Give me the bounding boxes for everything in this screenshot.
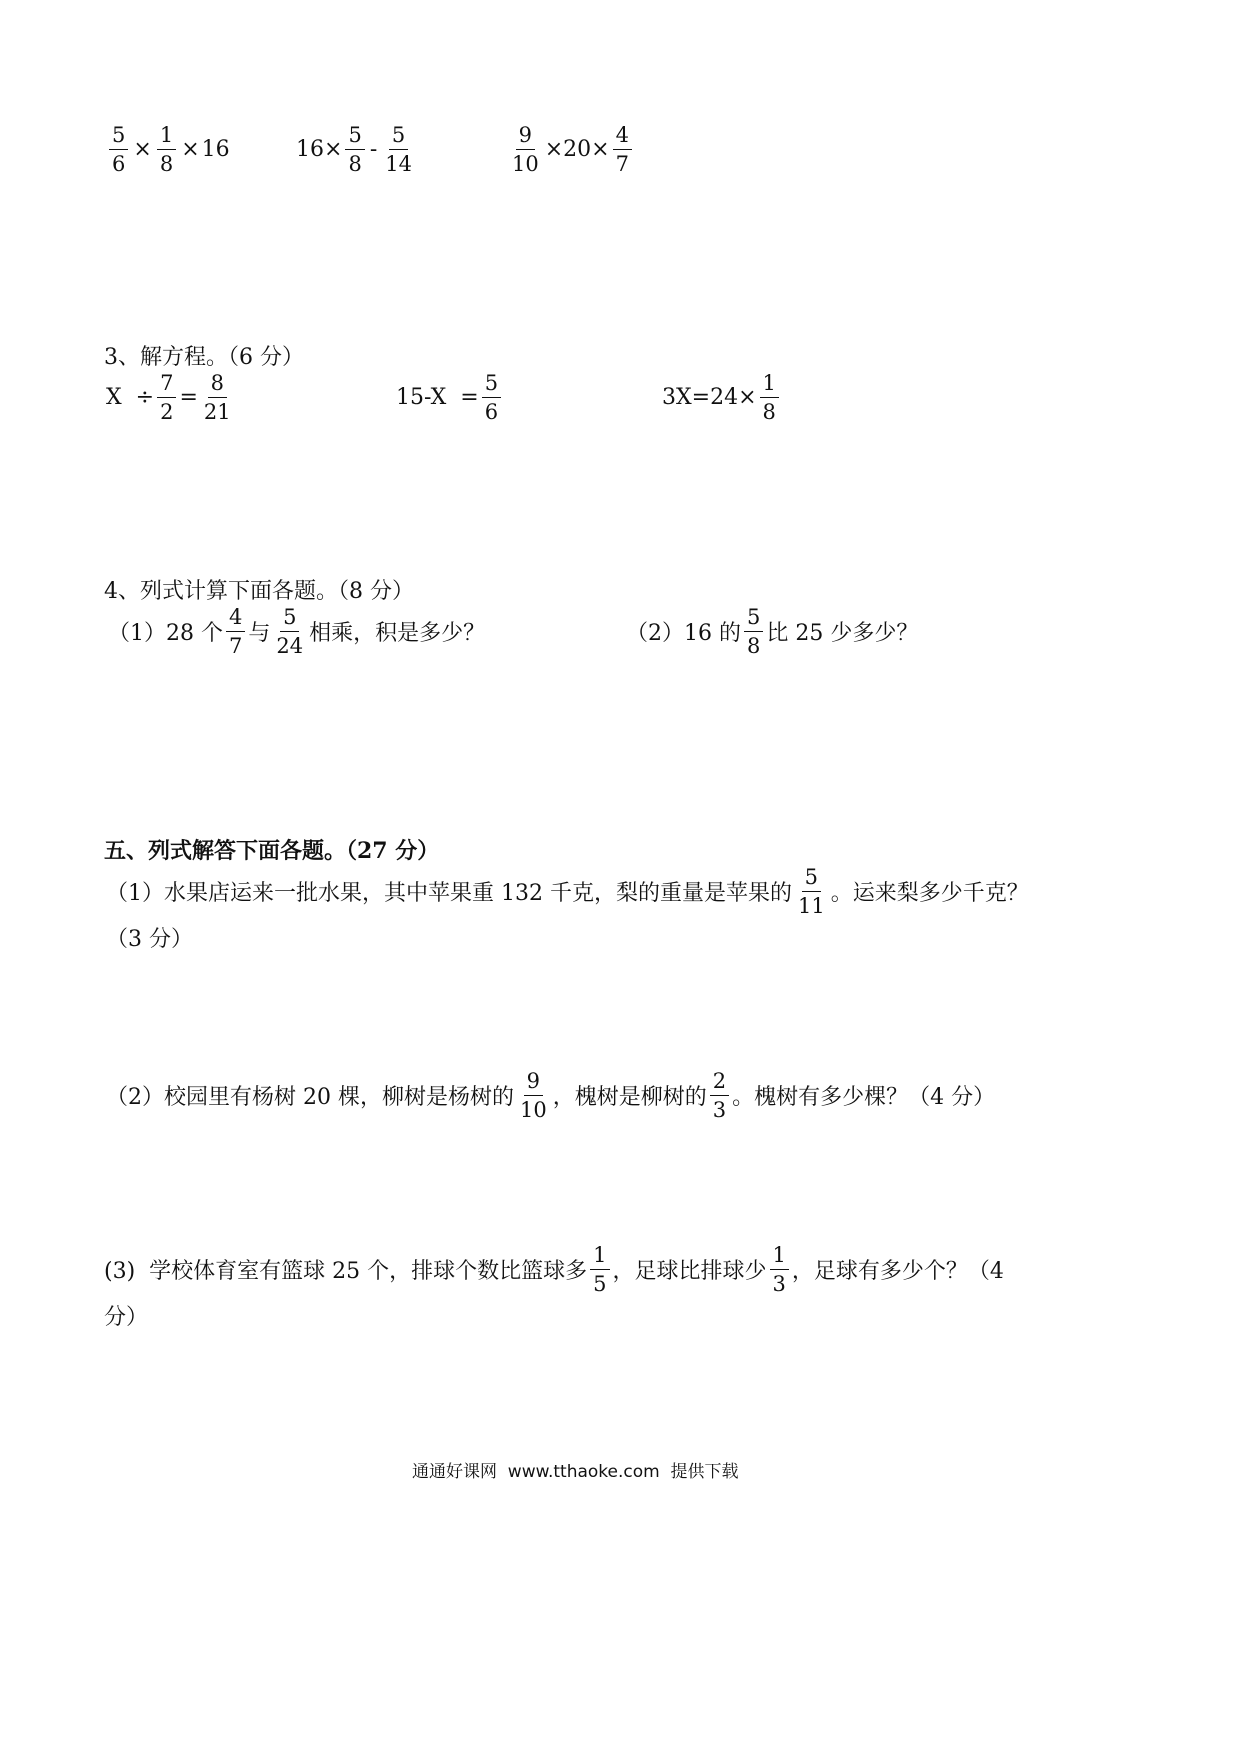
fraction: $\frac{1}{8}$ [157, 124, 176, 175]
section-4-heading: 4、列式计算下面各题。（8 分） [104, 579, 414, 604]
fraction: $\frac{1}{3}$ [770, 1244, 789, 1295]
fraction: $\frac{5}{8}$ [744, 606, 763, 657]
fraction: $\frac{5}{11}$ [797, 865, 825, 919]
section-5-problem-1: （1）水果店运来一批水果，其中苹果重 132 千克，梨的重量是苹果的 $\frac{5}{11}$ 。运来梨多少千克？ [106, 865, 1029, 919]
section-5-problem-2: （2）校园里有杨树 20 棵，柳树是杨树的 $\frac{9}{10}$ ，槐树是柳树的 $\frac{2}{3}$ 。槐树有多少棵？（4 分） [106, 1069, 996, 1123]
equation-2: 15-X = $\frac{5}{6}$ [396, 372, 504, 423]
fraction: $\frac{5}{6}$ [109, 124, 128, 175]
fraction: $\frac{8}{21}$ [203, 371, 231, 425]
section-5-problem-1-score: （3 分） [106, 927, 193, 952]
section-5-problem-3: (3) 学校体育室有篮球 25 个，排球个数比篮球多 $\frac{1}{5}$ ，足球比排球少 $\frac{1}{3}$ ，足球有多少个？（4 [104, 1243, 1004, 1297]
calc-expression-1: $\frac{5}{6}$ × $\frac{1}{8}$ × 16 [106, 124, 230, 175]
fraction: $\frac{1}{8}$ [760, 372, 779, 423]
fraction: $\frac{9}{10}$ [519, 1069, 547, 1123]
fraction: $\frac{9}{10}$ [512, 123, 539, 177]
fraction: $\frac{1}{5}$ [590, 1244, 609, 1295]
section-4-question-2: （2）16 的 $\frac{5}{8}$ 比 25 少多少？ [626, 605, 919, 659]
fraction: $\frac{5}{8}$ [345, 124, 364, 175]
page-footer: 通通好课网 www.tthaoke.com 提供下载 [412, 1462, 739, 1482]
section-3-heading: 3、解方程。（6 分） [104, 345, 304, 370]
calc-expression-3: $\frac{9}{10}$ ×20× $\frac{4}{7}$ [506, 124, 635, 175]
calc-expression-2: 16× $\frac{5}{8}$ - $\frac{5}{14}$ [296, 124, 418, 175]
fraction: $\frac{4}{7}$ [226, 606, 245, 657]
fraction: $\frac{4}{7}$ [613, 124, 632, 175]
equation-1: X ÷ $\frac{7}{2}$ = $\frac{8}{21}$ [106, 372, 237, 423]
fraction: $\frac{5}{6}$ [482, 372, 501, 423]
equation-3: 3X=24× $\frac{1}{8}$ [662, 372, 782, 423]
fraction: $\frac{7}{2}$ [157, 372, 176, 423]
section-4-question-1: （1）28 个 $\frac{4}{7}$ 与 $\frac{5}{24}$ 相乘，积是多少？ [108, 605, 486, 659]
section-5-problem-3-score: 分） [104, 1305, 149, 1330]
section-5-heading: 五、列式解答下面各题。（27 分） [104, 838, 440, 864]
fraction: $\frac{5}{24}$ [276, 605, 304, 659]
fraction: $\frac{2}{3}$ [710, 1070, 729, 1121]
fraction: $\frac{5}{14}$ [385, 123, 412, 177]
